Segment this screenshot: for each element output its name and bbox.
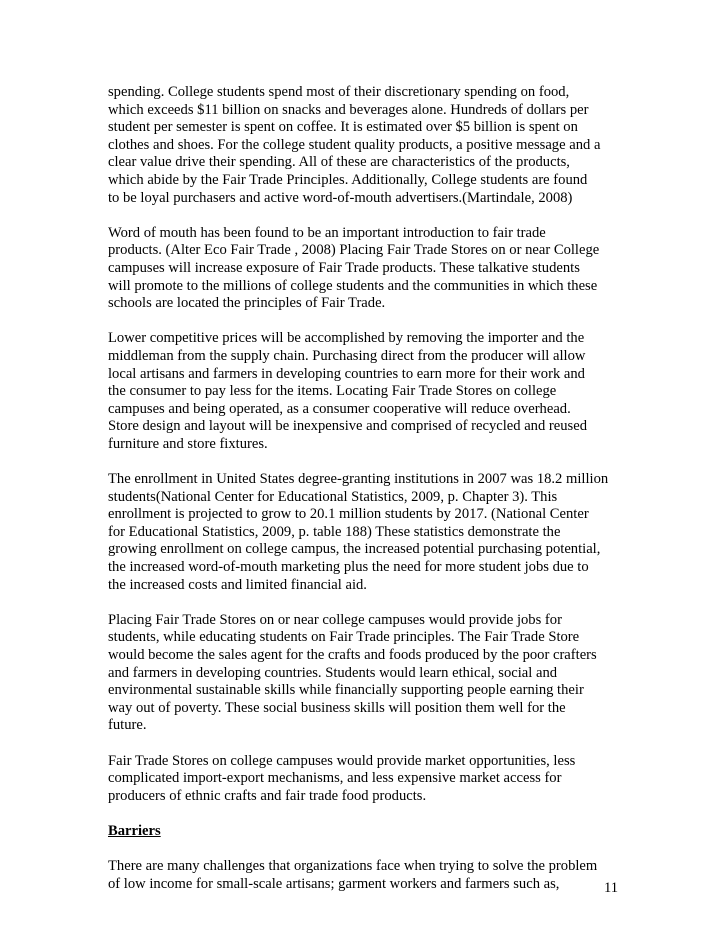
- text-line: spending. College students spend most of their discretionary spending on food,: [108, 84, 570, 100]
- text-line: campuses and being operated, as a consumer cooperative will reduce overhead.: [108, 400, 571, 417]
- text-line: Fair Trade Stores on college campuses would provide market opportunities, less: [108, 752, 576, 769]
- text-line: future.: [108, 717, 147, 734]
- text-line: producers of ethnic crafts and fair trade food products.: [108, 787, 427, 804]
- text-line: to be loyal purchasers and active word-of-mouth advertisers.(Martindale, 2008): [108, 189, 573, 206]
- text-line: environmental sustainable skills while financially supporting people earning their: [108, 682, 584, 699]
- text-line: growing enrollment on college campus, the increased potential purchasing potential,: [108, 541, 601, 558]
- paragraph-challenges: [108, 858, 628, 893]
- paragraph-market-opportunities: [108, 753, 628, 806]
- text-line: which abide by the Fair Trade Principles. Additionally, College students are found: [108, 171, 588, 188]
- text-line: The enrollment in United States degree-granting institutions in 2007 was 18.2 million: [108, 471, 609, 488]
- text-line: will promote to the millions of college students and the communities in which these: [108, 277, 598, 294]
- text-line: clear value drive their spending. All of these are characteristics of the products,: [108, 154, 570, 171]
- text-line: There are many challenges that organizations face when trying to solve the problem: [108, 858, 598, 875]
- paragraph-student-jobs: [108, 612, 628, 735]
- text-line: which exceeds $11 billion on snacks and beverages alone. Hundreds of dollars per: [108, 101, 589, 118]
- text-line: student per semester is spent on coffee. It is estimated over $5 billion is spent on: [108, 119, 578, 136]
- text-line: Placing Fair Trade Stores on or near college campuses would provide jobs for: [108, 611, 562, 628]
- text-line: furniture and store fixtures.: [108, 435, 268, 452]
- paragraph-enrollment: [108, 471, 628, 594]
- text-line: complicated import-export mechanisms, and less expensive market access for: [108, 770, 562, 787]
- text-line: students, while educating students on Fair Trade principles. The Fair Trade Store: [108, 629, 580, 646]
- text-line: the consumer to pay less for the items. Locating Fair Trade Stores on college: [108, 383, 557, 400]
- text-line: local artisans and farmers in developing countries to earn more for their work and: [108, 365, 585, 382]
- text-line: middleman from the supply chain. Purchasing direct from the producer will allow: [108, 347, 586, 364]
- text-line: enrollment is projected to grow to 20.1 million students by 2017. (National Center: [108, 506, 589, 523]
- text-line: way out of poverty. These social business skills will position them well for the: [108, 699, 566, 716]
- text-line: the increased word-of-mouth marketing plus the need for more student jobs due to: [108, 559, 589, 576]
- paragraph-student-spending: [108, 84, 628, 207]
- body-text: [108, 84, 628, 911]
- text-line: products. (Alter Eco Fair Trade , 2008) Placing Fair Trade Stores on or near College: [108, 242, 600, 259]
- text-line: Word of mouth has been found to be an important introduction to fair trade: [108, 224, 546, 241]
- text-line: schools are located the principles of Fair Trade.: [108, 295, 386, 312]
- text-line: Lower competitive prices will be accomplished by removing the importer and the: [108, 330, 585, 347]
- text-line: and farmers in developing countries. Students would learn ethical, social and: [108, 664, 558, 681]
- page-number: 11: [604, 880, 619, 896]
- text-line: clothes and shoes. For the college student quality products, a positive message and a: [108, 136, 601, 153]
- text-line: the increased costs and limited financial aid.: [108, 576, 367, 593]
- section-heading-barriers: Barriers: [108, 822, 161, 839]
- text-line: for Educational Statistics, 2009, p. table 188) These statistics demonstrate the: [108, 523, 561, 540]
- text-line: students(National Center for Educational Statistics, 2009, p. Chapter 3). This: [108, 488, 558, 505]
- text-line: would become the sales agent for the crafts and foods produced by the poor crafters: [108, 647, 597, 663]
- text-line: of low income for small-scale artisans; garment workers and farmers such as,: [108, 875, 560, 892]
- text-line: campuses will increase exposure of Fair Trade products. These talkative students: [108, 259, 580, 276]
- paragraph-word-of-mouth: [108, 225, 628, 313]
- text-line: Store design and layout will be inexpensive and comprised of recycled and reused: [108, 418, 588, 435]
- paragraph-lower-prices: [108, 330, 628, 453]
